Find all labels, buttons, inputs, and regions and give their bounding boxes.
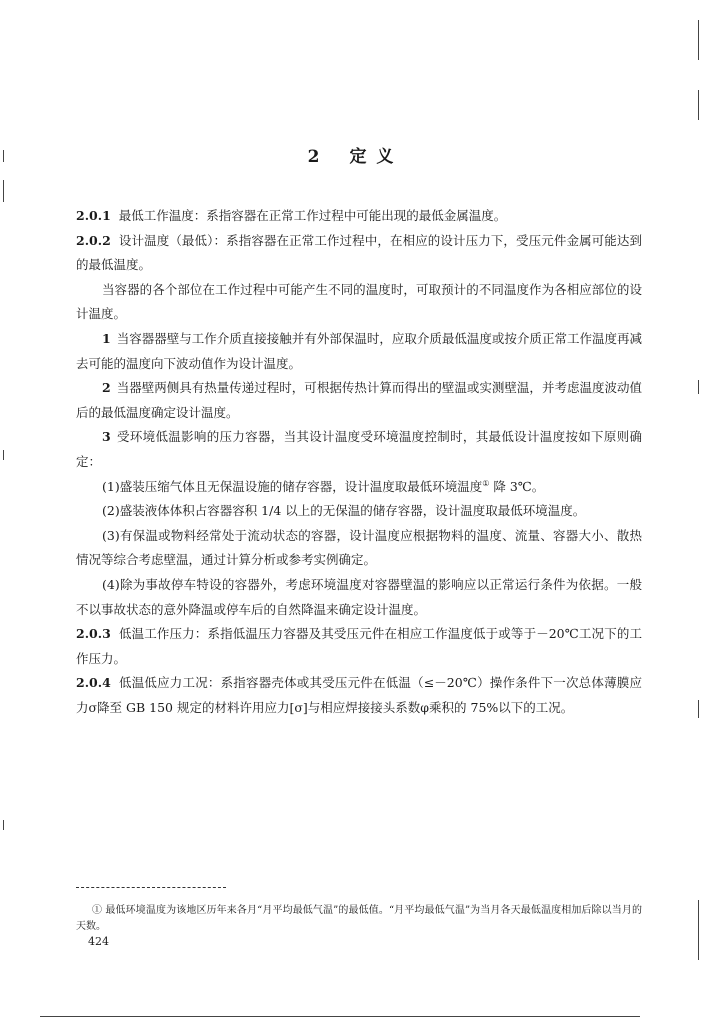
clause-2-0-4: [76, 671, 642, 720]
item-number: 2: [102, 380, 111, 396]
clause-text: 最低工作温度：系指容器在正常工作过程中可能出现的最低金属温度。: [118, 208, 507, 223]
item-text: 受环境低温影响的压力容器，当其设计温度受环境温度控制时，其最低设计温度按如下原则确定：: [76, 429, 642, 469]
list-item: [76, 327, 642, 376]
sub-item-tail: 降 3℃。: [489, 478, 545, 494]
item-text: 当容器器壁与工作介质直接接触并有外部保温时，应取介质最低温度或按介质正常工作温度再减去可能的温度向下波动值作为设计温度。: [76, 330, 642, 371]
page-number: 424: [88, 935, 109, 948]
scan-edge-mark: [698, 700, 699, 718]
clause-text: 低温低应力工况：系指容器壳体或其受压元件在低温（≤－20℃）操作条件下一次总体薄膜应力σ降至 GB 150 规定的材料许用应力[σ]与相应焊接接头系数φ乘积的 75%以下的工况。: [76, 675, 642, 715]
scan-edge-mark: [3, 180, 4, 202]
sub-item: (3)有保温或物料经常处于流动状态的容器，设计温度应根据物料的温度、流量、容器大小、散热情况等综合考虑壁温，通过计算分析或参考实例确定。: [76, 527, 642, 568]
chapter-number: 2: [307, 147, 322, 167]
list-item: [76, 425, 642, 474]
footnote-reference: ①: [482, 478, 490, 488]
chapter-body: [76, 204, 642, 720]
item-number: 3: [102, 429, 111, 445]
clause-2-0-2: [76, 229, 642, 278]
sub-item: (2)盛装液体体积占容器容积 1/4 以上的无保温的储存容器，设计温度取最低环境温度。: [102, 503, 586, 519]
scan-edge-mark: [698, 90, 699, 120]
paragraph: 当容器的各个部位在工作过程中可能产生不同的温度时，可取预计的不同温度作为各相应部位的设计温度。: [76, 281, 642, 322]
footnote-divider: [76, 887, 226, 888]
footnote-mark: ①: [92, 905, 103, 916]
sub-item: (4)除为事故停车特设的容器外，考虑环境温度对容器壁温的影响应以正常运行条件为依据。一般不以事故状态的意外降温或停车后的自然降温来确定设计温度。: [76, 576, 642, 617]
scan-edge-mark: [3, 820, 4, 830]
scan-edge-mark: [3, 150, 4, 162]
footnote: [76, 903, 642, 935]
clause-text: 低温工作压力：系指低温压力容器及其受压元件在相应工作温度低于或等于－20℃工况下的工作压力。: [76, 626, 642, 666]
item-text: 当器壁两侧具有热量传递过程时，可根据传热计算而得出的壁温或实测壁温，并考虑温度波动值后的最低温度确定设计温度。: [76, 380, 642, 420]
scan-edge-mark: [40, 1016, 640, 1017]
scan-edge-mark: [3, 450, 4, 460]
chapter-title-text: 定 义: [349, 147, 396, 167]
clause-number: 2.0.1: [76, 208, 111, 223]
scan-edge-mark: [698, 380, 699, 394]
item-number: 1: [102, 330, 111, 346]
clause-2-0-1: [76, 204, 642, 229]
chapter-heading: [0, 142, 703, 167]
clause-2-0-3: [76, 622, 642, 671]
clause-number: 2.0.4: [76, 675, 111, 691]
clause-text: 设计温度（最低）：系指容器在正常工作过程中，在相应的设计压力下，受压元件金属可能达到的最低温度。: [76, 232, 642, 273]
list-item: [76, 376, 642, 425]
footnote-text: 最低环境温度为该地区历年来各月“月平均最低气温”的最低值。“月平均最低气温”为当月各天最低温度相加后除以当月的天数。: [76, 905, 643, 932]
scan-edge-mark: [698, 20, 699, 60]
clause-number: 2.0.3: [76, 626, 111, 642]
sub-item: [76, 475, 642, 500]
sub-item-text: (1)盛装压缩气体且无保温设施的储存容器，设计温度取最低环境温度: [102, 478, 483, 494]
scan-edge-mark: [698, 900, 699, 960]
clause-number: 2.0.2: [76, 232, 111, 248]
